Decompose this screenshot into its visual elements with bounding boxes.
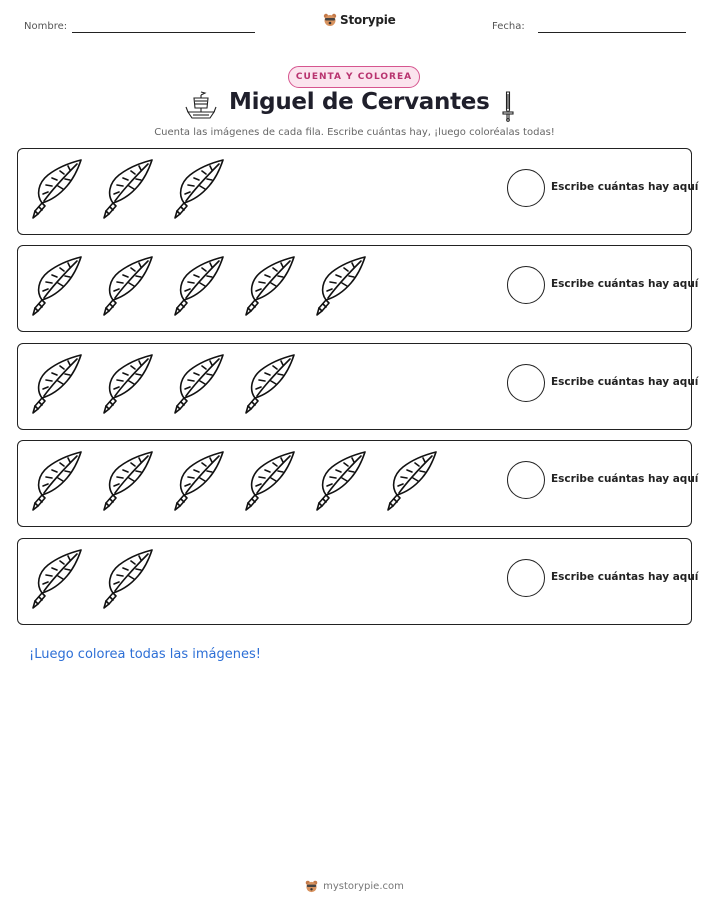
counting-row <box>17 440 699 527</box>
date-line[interactable] <box>538 32 686 33</box>
answer-label: Escribe cuántas hay aquí <box>551 571 699 583</box>
name-label: Nombre: <box>24 21 68 32</box>
answer-label: Escribe cuántas hay aquí <box>551 278 699 290</box>
date-label: Fecha: <box>492 21 525 32</box>
answer-circle[interactable] <box>507 266 545 304</box>
quill-feather-icon <box>172 352 227 416</box>
quill-feather-icon <box>243 352 298 416</box>
quill-feather-icon <box>30 547 85 611</box>
quill-feather-icon <box>243 254 298 318</box>
counting-row <box>17 148 699 235</box>
answer-circle[interactable] <box>507 364 545 402</box>
quill-feather-icon <box>30 352 85 416</box>
instructions: Cuenta las imágenes de cada fila. Escribe cuántas hay, ¡luego coloréalas todas! <box>154 127 555 138</box>
quill-feather-icon <box>30 254 85 318</box>
bear-icon <box>323 13 337 27</box>
quill-feather-icon <box>101 547 156 611</box>
counting-row <box>17 343 699 430</box>
answer-circle[interactable] <box>507 169 545 207</box>
brand-name: Storypie <box>340 13 396 27</box>
answer-circle[interactable] <box>507 559 545 597</box>
answer-label: Escribe cuántas hay aquí <box>551 473 699 485</box>
quill-feather-icon <box>172 449 227 513</box>
quill-feather-icon <box>30 157 85 221</box>
feather-group <box>30 254 369 318</box>
quill-feather-icon <box>30 449 85 513</box>
quill-feather-icon <box>172 157 227 221</box>
feather-group <box>30 449 440 513</box>
answer-label: Escribe cuántas hay aquí <box>551 376 699 388</box>
feather-group <box>30 157 227 221</box>
answer-label: Escribe cuántas hay aquí <box>551 181 699 193</box>
quill-feather-icon <box>385 449 440 513</box>
color-instruction: ¡Luego colorea todas las imágenes! <box>29 647 261 662</box>
quill-feather-icon <box>101 254 156 318</box>
quill-feather-icon <box>314 254 369 318</box>
bear-icon <box>305 880 318 893</box>
page-title: Miguel de Cervantes <box>229 89 490 115</box>
feather-group <box>30 352 298 416</box>
counting-row <box>17 538 699 625</box>
ship-icon <box>185 91 217 121</box>
footer-brand <box>0 880 709 893</box>
quill-feather-icon <box>243 449 298 513</box>
quill-feather-icon <box>101 157 156 221</box>
feather-group <box>30 547 156 611</box>
quill-feather-icon <box>172 254 227 318</box>
quill-feather-icon <box>101 352 156 416</box>
answer-circle[interactable] <box>507 461 545 499</box>
quill-feather-icon <box>314 449 369 513</box>
sword-icon <box>498 90 518 122</box>
counting-row <box>17 245 699 332</box>
activity-badge: CUENTA Y COLOREA <box>288 66 420 88</box>
name-line[interactable] <box>72 32 255 33</box>
quill-feather-icon <box>101 449 156 513</box>
brand-logo <box>323 13 396 27</box>
footer-url: mystorypie.com <box>323 881 404 892</box>
